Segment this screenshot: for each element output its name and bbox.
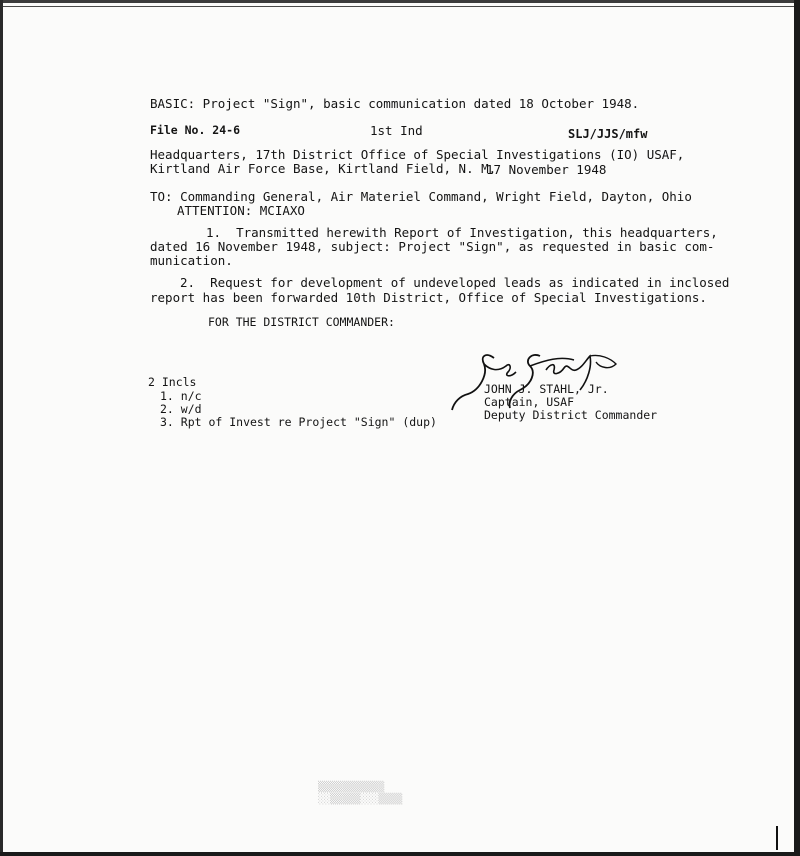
scan-border-bottom (0, 852, 800, 856)
from-line-1: Headquarters, 17th District Office of Special Investigations (IO) USAF, (150, 147, 685, 162)
signer-name: JOHN J. STAHL, Jr. (484, 382, 609, 396)
inclosures-heading: 2 Incls (148, 375, 197, 389)
scan-border-top (0, 0, 800, 10)
faded-stamp-mark: ▒▒▒▒▒▒▒▒▒▒▒ ░░▒▒▒▒▒░░░▒▒▒▒ (318, 782, 403, 805)
scan-crop-mark (776, 826, 778, 850)
paragraph-2-line-1: 2. Request for development of undeveloped leads as indicated in inclosed (180, 275, 730, 290)
inclosure-item-2: 2. w/d (160, 402, 202, 416)
signer-title: Deputy District Commander (484, 408, 658, 422)
to-line-1: TO: Commanding General, Air Materiel Command, Wright Field, Dayton, Ohio (150, 189, 692, 204)
closing-line: FOR THE DISTRICT COMMANDER: (208, 315, 395, 329)
to-attention: ATTENTION: MCIAXO (177, 203, 305, 218)
from-date: 17 November 1948 (486, 162, 607, 177)
paragraph-1-line-2: dated 16 November 1948, subject: Project "Sign", as requested in basic com- (150, 239, 715, 254)
inclosure-item-1: 1. n/c (160, 389, 202, 403)
paragraph-1-line-3: munication. (150, 253, 233, 268)
signer-rank: Captain, USAF (484, 395, 575, 409)
file-number: File No. 24-6 (150, 123, 241, 137)
paragraph-1-line-1: 1. Transmitted herewith Report of Investigation, this headquarters, (206, 225, 718, 240)
from-line-2: Kirtland Air Force Base, Kirtland Field, N. M. (150, 161, 497, 176)
basic-line: BASIC: Project "Sign", basic communication dated 18 October 1948. (150, 96, 640, 111)
scan-border-right (794, 0, 800, 856)
endorsement-label: 1st Ind (370, 123, 423, 138)
scan-border-left (0, 0, 3, 856)
inclosure-item-3: 3. Rpt of Invest re Project "Sign" (dup) (160, 415, 437, 429)
reference-code: SLJ/JJS/mfw (568, 127, 648, 141)
paragraph-2-line-2: report has been forwarded 10th District, Office of Special Investigations. (150, 290, 707, 305)
